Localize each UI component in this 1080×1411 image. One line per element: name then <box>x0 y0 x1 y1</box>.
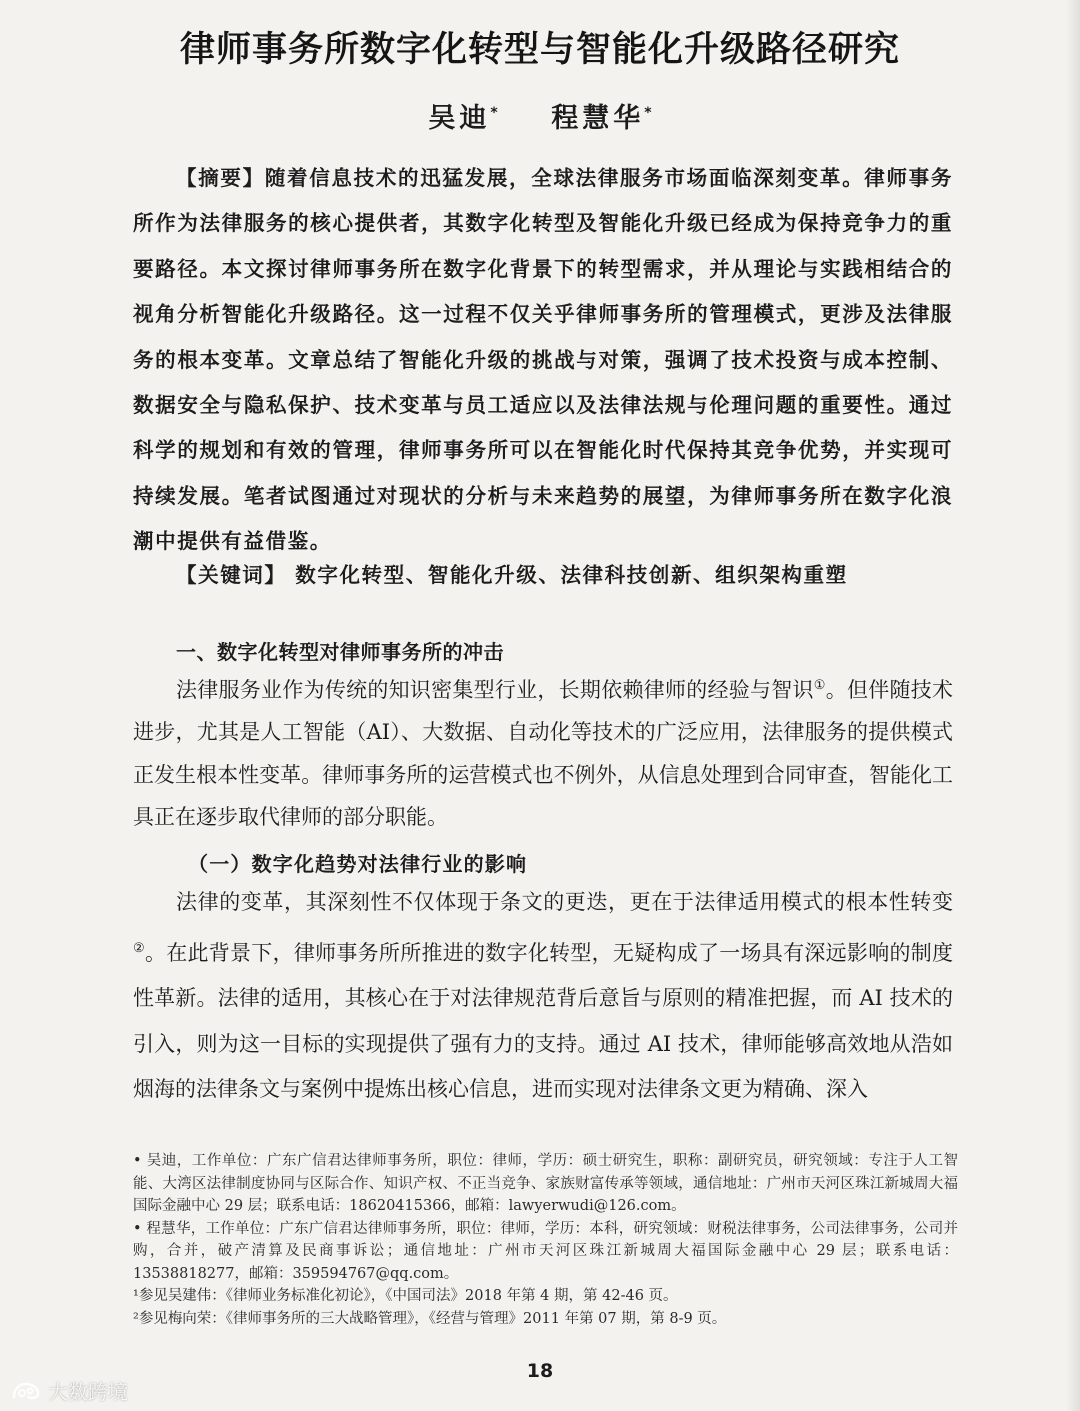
paragraph-text: 。但伴随技术进步，尤其是人工智能（AI）、大数据、自动化等技术的广泛应用，法律服务的提供模式正发生根本性变革。律师事务所的运营模式也不例外，从信息处理到合同审查，智能化工具正在逐步取代律师的部分职能。 <box>133 678 954 830</box>
paper-title: 律师事务所数字化转型与智能化升级路径研究 <box>179 30 900 70</box>
footnote-1: ¹参见吴建伟：《律师业务标准化初论》，《中国司法》2018 年第 4 期，第 42-46 页。 <box>133 1288 678 1304</box>
page-edge-shadow <box>1066 0 1080 1411</box>
abstract-label: 【摘要】 <box>176 166 265 190</box>
author-mark: * <box>644 105 652 121</box>
section-paragraph <box>133 665 953 839</box>
section-heading: 一、数字化转型对律师事务所的冲击 <box>176 640 504 664</box>
keywords-text: 数字化转型、智能化升级、法律科技创新、组织架构重塑 <box>295 563 848 587</box>
subsection-paragraph <box>133 880 953 1113</box>
keywords-label: 【关键词】 <box>176 563 287 587</box>
watermark-logo-icon <box>10 1380 42 1402</box>
page-number: 18 <box>526 1360 554 1382</box>
author-wu-di: 吴迪 <box>428 103 491 134</box>
abstract-paragraph <box>133 156 953 565</box>
footnotes <box>133 1150 958 1330</box>
paragraph-text: 。在此背景下，律师事务所所推进的数字化转型，无疑构成了一场具有深远影响的制度性革新。法律的适用，其核心在于对法律规范背后意旨与原则的精准把握，而 AI 技术的引入，则为这一目标的实现提供了强有力的支持。通过 AI 技术，律师能够高效地从浩如烟海的法律条文与案例中提炼出核心信息，进而实现对法律条文更为精确、深入 <box>133 940 954 1102</box>
footnote-author-1: • 吴迪，工作单位：广东广信君达律师事务所，职位：律师，学历：硕士研究生，职称：副研究员，研究领域：专注于人工智能、大湾区法律制度协同与区际合作、知识产权、不正当竞争、家族财富传承等领域，通信地址：广州市天河区珠江新城周大福国际金融中心 29 层；联系电话：18620415366，邮箱：lawyerwudi@126.com。 <box>133 1153 958 1214</box>
footnote-2: ²参见梅向荣：《律师事务所的三大战略管理》，《经营与管理》2011 年第 07 期，第 8-9 页。 <box>133 1310 727 1327</box>
paragraph-text: 法律的变革，其深刻性不仅体现于条文的更迭，更在于法律适用模式的根本性转变 <box>176 890 953 914</box>
author-cheng-huihua: 程慧华 <box>551 103 645 134</box>
keywords-line <box>176 558 956 588</box>
footnote-author-2: • 程慧华，工作单位：广东广信君达律师事务所，职位：律师，学历：本科，研究领域：财税法律事务，公司法律事务，公司并购，合并，破产清算及民商事诉讼；通信地址：广州市天河区珠江新城周大福国际金融中心 29 层；联系电话：13538818277，邮箱：359594767@qq.com。 <box>133 1220 958 1282</box>
author-line <box>0 96 1080 135</box>
paragraph-text: 法律服务业作为传统的知识密集型行业，长期依赖律师的经验与智识 <box>176 678 814 702</box>
author-mark: * <box>490 105 498 121</box>
abstract-text: 随着信息技术的迅猛发展，全球法律服务市场面临深刻变革。律师事务所作为法律服务的核心提供者，其数字化转型及智能化升级已经成为保持竞争力的重要路径。本文探讨律师事务所在数字化背景下的转型需求，并从理论与实践相结合的视角分析智能化升级路径。这一过程不仅关乎律师事务所的管理模式，更涉及法律服务的根本变革。文章总结了智能化升级的挑战与对策，强调了技术投资与成本控制、数据安全与隐私保护、技术变革与员工适应以及法律法规与伦理问题的重要性。通过科学的规划和有效的管理，律师事务所可以在智能化时代保持其竞争优势，并实现可持续发展。笔者试图通过对现状的分析与未来趋势的展望，为律师事务所在数字化浪潮中提供有益借鉴。 <box>133 166 953 554</box>
watermark <box>10 1376 128 1405</box>
subsection-heading: （一）数字化趋势对法律行业的影响 <box>188 852 528 876</box>
footnote-ref-2[interactable]: ② <box>133 940 145 956</box>
footnote-ref-1[interactable]: ① <box>813 678 826 693</box>
watermark-text: 大数跨境 <box>48 1380 128 1404</box>
